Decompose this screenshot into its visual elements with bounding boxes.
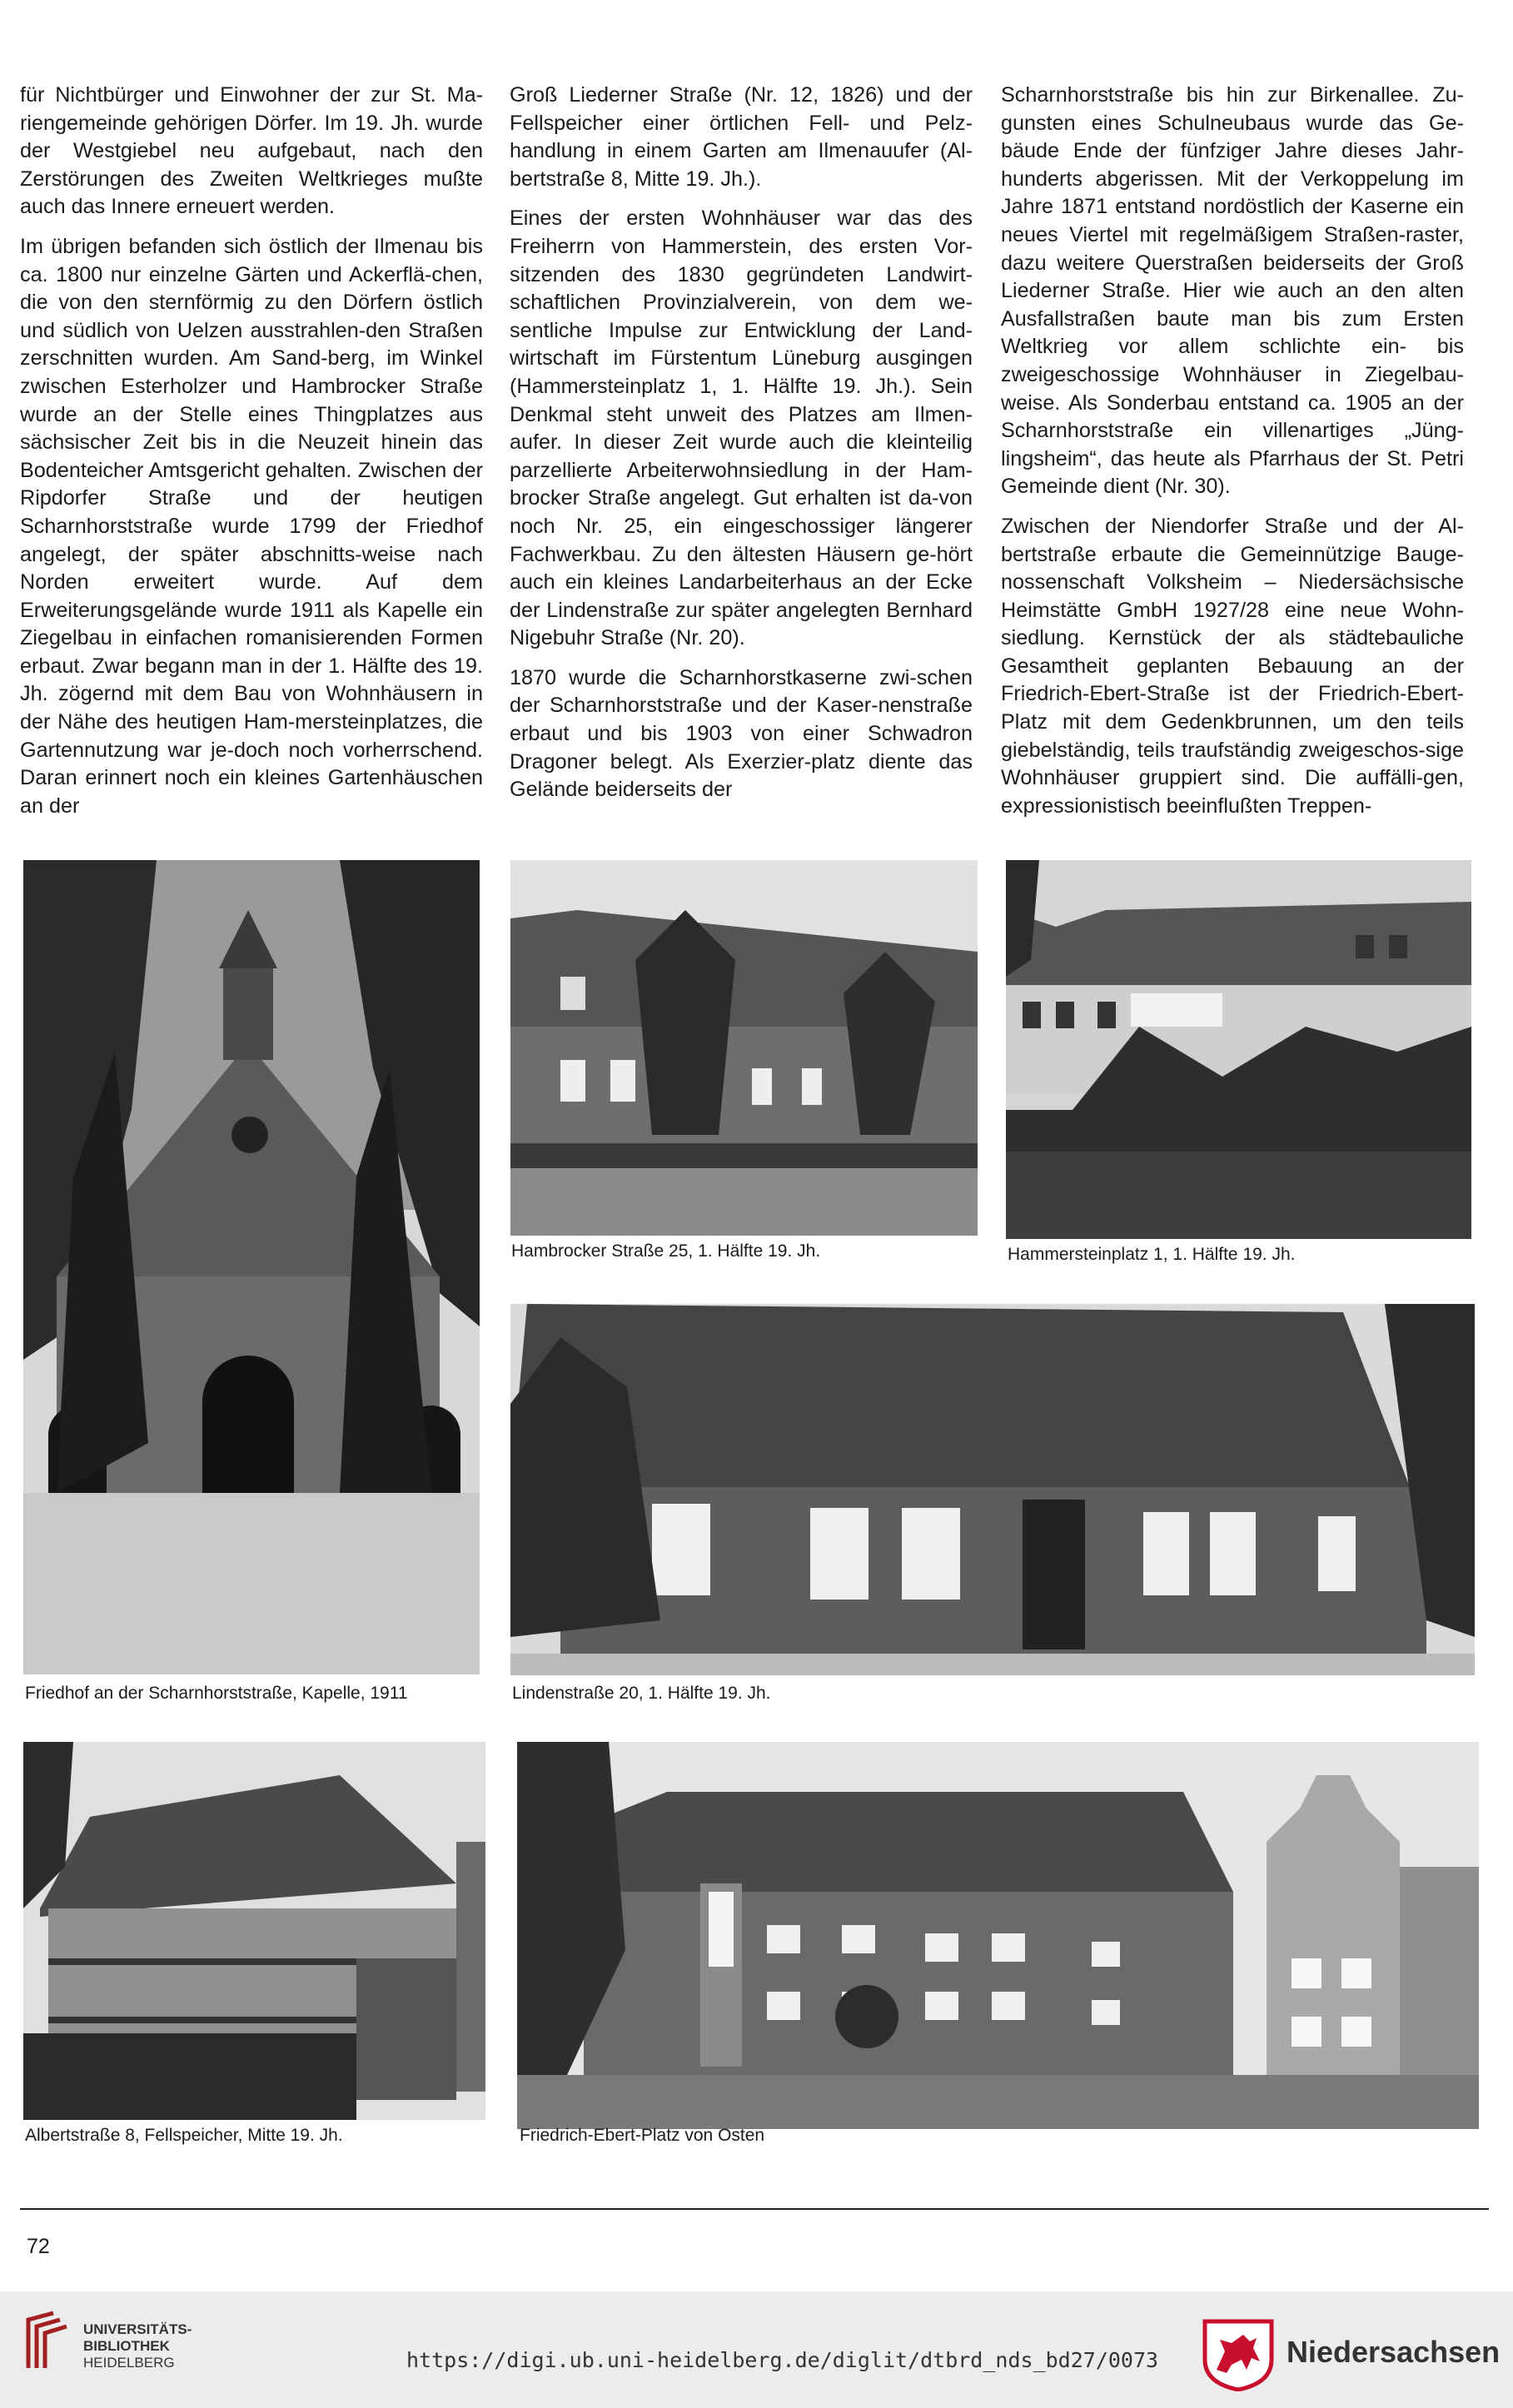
library-name-line: HEIDELBERG (83, 2355, 175, 2371)
caption-ebert: Friedrich-Ebert-Platz von Osten (520, 2126, 765, 2145)
photo-hammerstein (1006, 860, 1471, 1239)
caption-linden: Lindenstraße 20, 1. Hälfte 19. Jh. (512, 1684, 771, 1703)
caption-albert: Albertstraße 8, Fellspeicher, Mitte 19. Jh. (25, 2126, 343, 2145)
library-name-line: BIBLIOTHEK (83, 2338, 170, 2354)
paragraph: 1870 wurde die Scharnhorstkaserne zwi-schen der Scharnhorststraße und der Kaser-nenstraße erbaut und bis 1903 von einer Schwadron Dragoner belegt. Als Exerzier-platz diente das Gelände beiderseits der (510, 665, 973, 802)
caption-hambrocker: Hambrocker Straße 25, 1. Hälfte 19. Jh. (511, 1241, 821, 1261)
state-name: Niedersachsen (1287, 2335, 1501, 2369)
text-column-3 (1001, 82, 1464, 832)
photo-hambrocker (510, 860, 978, 1236)
paragraph: Scharnhorststraße bis hin zur Birkenallee. Zu-gunsten eines Schulneubaus wurde das Ge-bäude Ende der fünfziger Jahre dieses Jahr-hunderts abgerissen. Mit der Verkoppelung im Jahre 1871 entstand nordöstlich der Kaserne ein neues Viertel mit regelmäßigem Straßen-raster, dazu weitere Querstraßen beiderseits der Groß Liederner Straße. Hier wie auch an den alten Ausfallstraßen baute man bis zum Ersten Weltkrieg vor allem schlichte ein- bis zweigeschossige Wohnhäuser in Ziegelbau-weise. Als Sonderbau entstand ca. 1905 an der Scharnhorststraße ein villenartiges „Jüng-lingsheim“, das heute als Pfarrhaus der St. Petri Gemeinde dient (Nr. 30). (1001, 83, 1464, 499)
paragraph: Eines der ersten Wohnhäuser war das des Freiherrn von Hammerstein, des ersten Vor-sitzenden des 1830 gegründeten Landwirt-schaftlichen Provinzialverein, von dem we-sentliche Impulse zur Entwicklung der Land-wirtschaft im Fürstentum Lüneburg ausgingen (Hammersteinplatz 1, 1. Hälfte 19. Jh.). Sein Denkmal steht unweit des Platzes am Ilmen-aufer. In dieser Zeit wurde auch die kleinteilig parzellierte Arbeiterwohnsiedlung in der Ham-brocker Straße angelegt. Gut erhalten ist da-von noch Nr. 25, ein eingeschossiger längerer Fachwerkbau. Zu den ältesten Häusern ge-hört auch ein kleines Landarbeiterhaus an der Ecke der Lindenstraße zur später angelegten Bernhard Nigebuhr Straße (Nr. 20). (510, 206, 973, 650)
page-number: 72 (27, 2235, 50, 2258)
photo-ebert (517, 1742, 1479, 2129)
heidelberg-library-logo-icon (20, 2310, 70, 2375)
caption-kapelle: Friedhof an der Scharnhorststraße, Kapelle, 1911 (25, 1684, 408, 1703)
library-name (83, 2321, 192, 2371)
paragraph: Zwischen der Niendorfer Straße und der Al-bertstraße erbaute die Gemeinnützige Bauge-nossenschaft Volksheim – Niedersächsische Heimstätte GmbH 1927/28 eine neue Wohn-siedlung. Kernstück der als städtebauliche Gesamtheit geplanten Bebauung an der Friedrich-Ebert-Straße ist der Friedrich-Ebert-Platz mit dem Gedenkbrunnen, um den teils giebelständig, teils traufständig zweigeschos-sige Wohnhäuser gruppiert sind. Die auffälli-gen, expressionistisch beeinflußten Treppen- (1001, 514, 1464, 818)
photo-linden (510, 1304, 1475, 1675)
paragraph: für Nichtbürger und Einwohner der zur St. Ma-riengemeinde gehörigen Dörfer. Im 19. Jh. wurde der Westgiebel neu aufgebaut, nach den Zerstörungen des Zweiten Weltkrieges mußte auch das Innere erneuert werden. (20, 83, 483, 219)
photo-kapelle (23, 860, 480, 1674)
footer-rule (20, 2208, 1489, 2210)
paragraph: Im übrigen befanden sich östlich der Ilmenau bis ca. 1800 nur einzelne Gärten und Ackerflä-chen, die von den sternförmig zu den Dörfern östlich und südlich von Uelzen ausstrahlen-den Straßen zerschnitten wurden. Am Sand-berg, im Winkel zwischen Esterholzer und Hambrocker Straße wurde an der Stelle eines Thingplatzes aus sächsischer Zeit bis in die Neuzeit hinein das Bodenteicher Amtsgericht gehalten. Zwischen der Ripdorfer Straße und der heutigen Scharnhorststraße wurde 1799 der Friedhof angelegt, der später abschnitts-weise nach Norden erweitert wurde. Auf dem Erweiterungsgelände wurde 1911 als Kapelle ein Ziegelbau in einfachen romanisierenden Formen erbaut. Zwar begann man in der 1. Hälfte des 19. Jh. zögernd mit dem Bau von Wohnhäusern in der Nähe des heutigen Ham-mersteinplatzes, die Gartennutzung war je-doch noch vorherrschend. Daran erinnert noch ein kleines Gartenhäuschen an der (20, 234, 483, 818)
text-column-1 (20, 82, 483, 832)
source-url-link[interactable]: https://digi.ub.uni-heidelberg.de/diglit/dtbrd_nds_bd27/0073 (406, 2348, 1159, 2372)
photo-albert (23, 1742, 485, 2120)
text-column-2 (510, 82, 973, 816)
paragraph: Groß Liederner Straße (Nr. 12, 1826) und der Fellspeicher einer örtlichen Fell- und Pelz-handlung in einem Garten am Ilmenauufer (Al-bertstraße 8, Mitte 19. Jh.). (510, 83, 973, 191)
lower-saxony-horse-icon (1202, 2318, 1275, 2391)
library-name-line: UNIVERSITÄTS- (83, 2321, 192, 2337)
caption-hammerstein: Hammersteinplatz 1, 1. Hälfte 19. Jh. (1008, 1245, 1296, 1264)
